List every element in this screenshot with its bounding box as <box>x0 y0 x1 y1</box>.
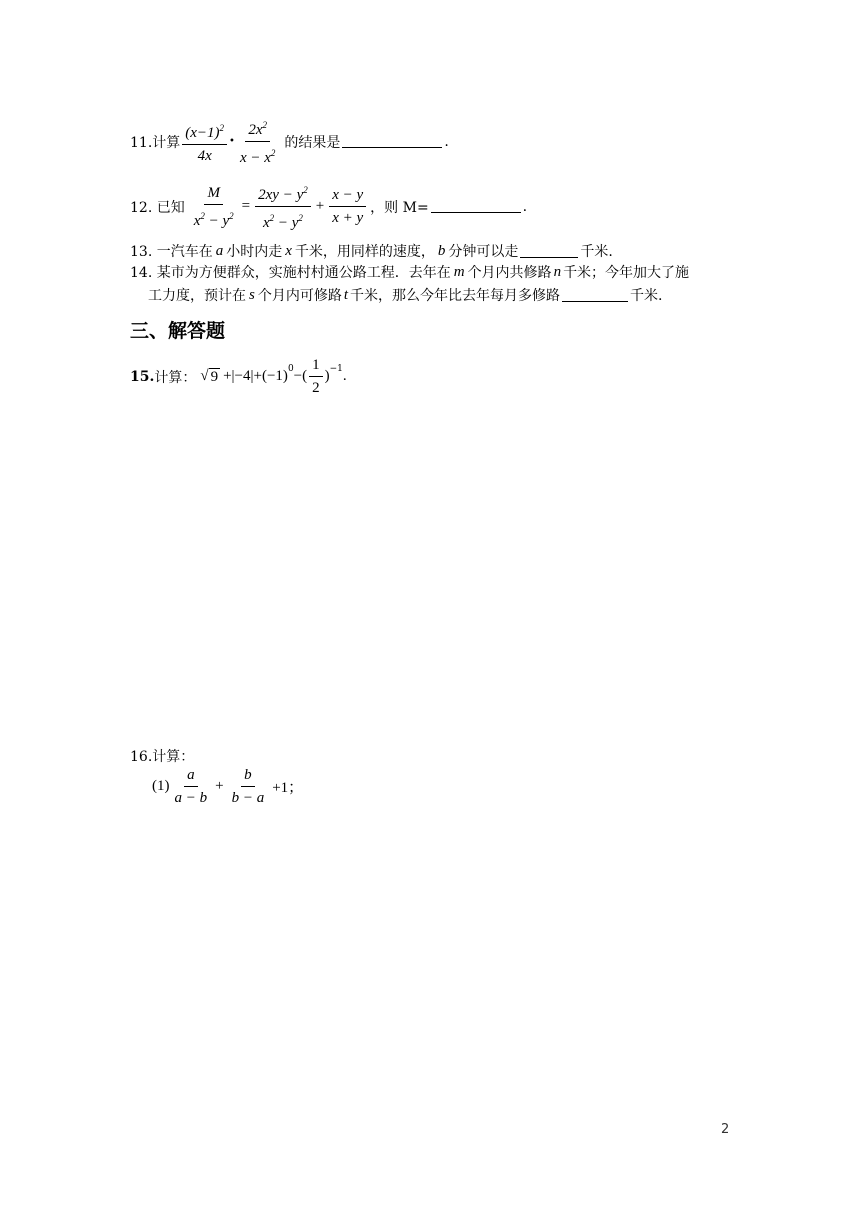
q16-plus: + <box>215 778 224 794</box>
q14-text-2: 个月内共修路 <box>467 265 552 281</box>
q11-fraction-2: $\frac{2x^2}{x - x^2}$ <box>237 116 278 167</box>
q13-answer-blank[interactable] <box>520 245 578 258</box>
q12-plus: + <box>315 198 325 214</box>
q15-end: . <box>342 368 347 384</box>
question-14-line-1 <box>130 262 689 282</box>
q13-text-3: 千米，用同样的速度， <box>294 244 435 260</box>
question-13 <box>130 241 613 261</box>
q14-text-1: 14. 某市为方便群众，实施村村通公路工程．去年在 <box>130 265 451 281</box>
q15-expr-2: −( <box>293 368 308 384</box>
q16-label: 16.计算： <box>130 749 195 765</box>
q12-label: 12. 已知 <box>130 199 185 216</box>
q15-exp-neg1: −1 <box>329 364 343 374</box>
q14-text-3: 千米；今年加大了施 <box>563 265 690 281</box>
q13-text-4: 分钟可以走 <box>448 244 519 260</box>
q14-var-s: s <box>249 286 255 303</box>
q14-var-t: t <box>343 286 349 303</box>
q13-text-2: 小时内走 <box>226 244 283 260</box>
q13-text-5: 千米. <box>580 244 613 260</box>
q16-part1-label: (1) <box>152 778 170 794</box>
question-12 <box>130 181 527 232</box>
q12-fraction-3: $\frac{x - y}{x + y}$ <box>329 186 366 227</box>
q12-end: . <box>522 198 528 215</box>
q14-text-5: 个月内可修路 <box>257 288 342 304</box>
q11-suffix: 的结果是 <box>284 134 341 151</box>
question-11 <box>130 116 449 167</box>
q12-answer-blank[interactable] <box>431 200 521 213</box>
q11-label: 11.计算 <box>130 134 181 151</box>
section-heading: 三、解答题 <box>130 320 226 342</box>
q14-text-6: 千米，那么今年比去年每月多修路 <box>350 288 561 304</box>
q15-close-paren: ) <box>324 368 330 384</box>
q11-fraction-1: $\frac{(x-1)^2}{4x}$ <box>182 119 227 165</box>
q14-text-7: 千米. <box>630 288 663 304</box>
q15-label: 15. <box>130 368 155 385</box>
q16-fraction-a: $\frac{a}{a - b}$ <box>174 767 208 806</box>
q11-answer-blank[interactable] <box>342 135 442 148</box>
q13-var-b: b <box>437 242 446 259</box>
q13-var-x: x <box>285 242 292 259</box>
question-16 <box>130 746 194 766</box>
q14-var-n: n <box>553 263 562 280</box>
q15-text: 计算： <box>154 369 197 386</box>
q16-tail: +1； <box>272 780 304 796</box>
q11-dot: • <box>229 136 235 147</box>
q11-end: . <box>444 133 449 150</box>
q12-fraction-2: $\frac{2xy - y^2}{x^2 - y^2}$ <box>255 181 311 232</box>
q14-text-4: 工力度，预计在 <box>148 288 246 304</box>
question-15 <box>130 356 347 397</box>
page-number: 2 <box>721 1122 730 1137</box>
question-16-part-1 <box>152 766 303 807</box>
q15-expr-1: +|−4|+(−1) <box>223 368 288 384</box>
sqrt-icon: √ <box>200 368 209 384</box>
q16-fraction-b: $\frac{b}{b - a}$ <box>231 767 265 806</box>
q12-equals: = <box>241 198 251 214</box>
q15-exp-0: 0 <box>287 364 294 374</box>
q13-text-1: 13. 一汽车在 <box>130 244 213 260</box>
q14-var-m: m <box>453 263 465 280</box>
question-14-line-2 <box>148 285 662 305</box>
q15-half-fraction: $\frac{1}{2}$ <box>309 356 323 397</box>
q13-var-a: a <box>215 242 224 259</box>
q12-suffix: ，则 M= <box>370 199 429 216</box>
q15-sqrt: √ 9 <box>200 368 219 385</box>
q12-fraction-1: $\frac{M}{x^2 - y^2}$ <box>193 184 234 229</box>
q14-answer-blank[interactable] <box>562 289 628 302</box>
